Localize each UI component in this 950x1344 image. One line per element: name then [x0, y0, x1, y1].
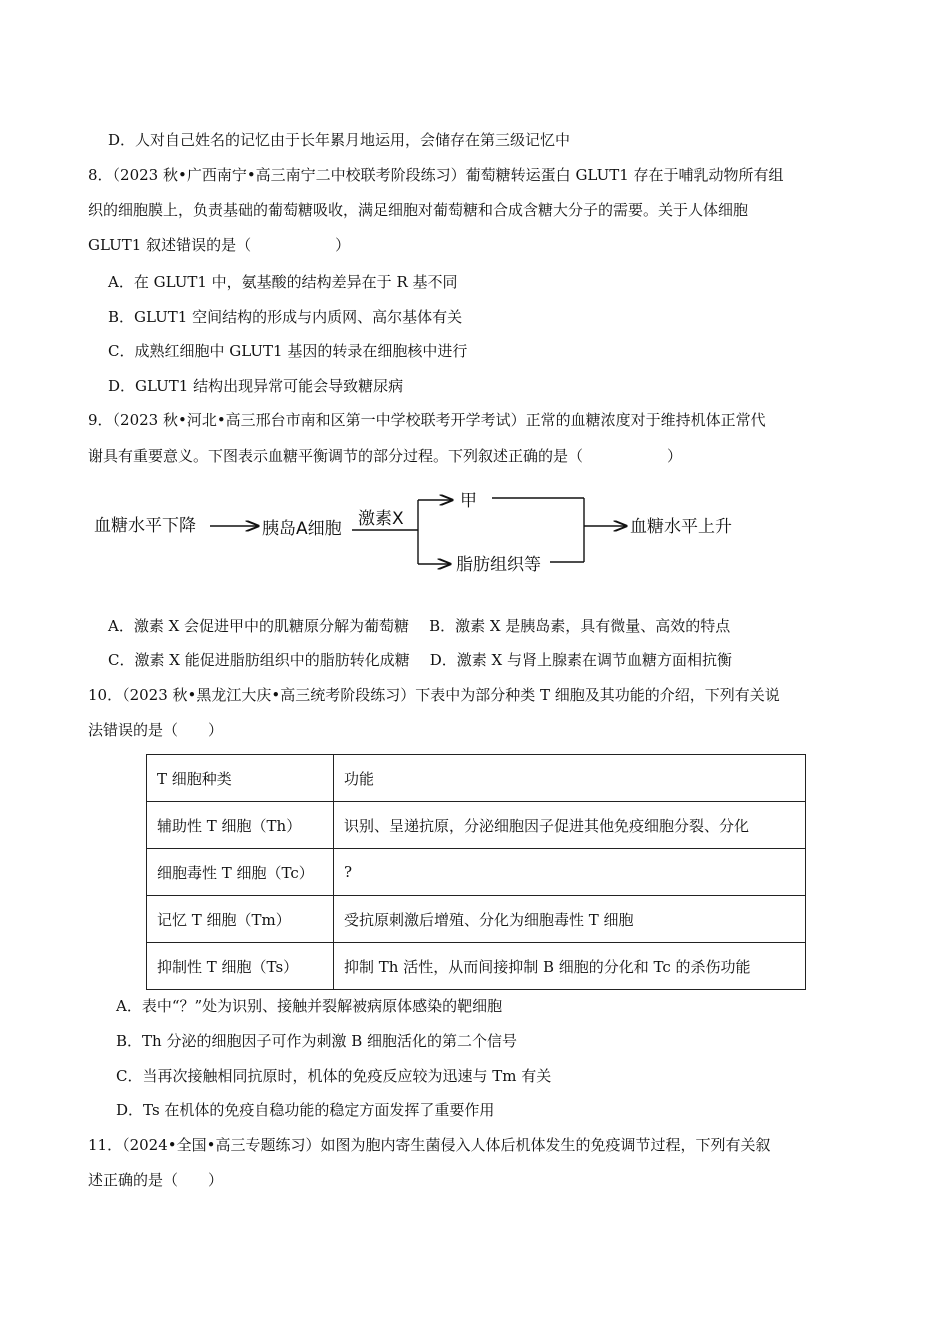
table-header-function: 功能	[334, 755, 806, 802]
q11-stem-line2: 述正确的是（ ）	[88, 1171, 224, 1189]
q9-option-d: D．激素 X 与肾上腺素在调节血糖方面相抗衡	[429, 651, 732, 669]
q8-option-d: D．GLUT1 结构出现异常可能会导致糖尿病	[108, 377, 404, 395]
q8-stem-line3	[88, 235, 350, 255]
q8-stem-line1: 8．（2023 秋•广西南宁•高三南宁二中校联考阶段练习）葡萄糖转运蛋白 GLUT1 存在于哺乳动物所有组	[88, 166, 784, 184]
q9-options-row2	[108, 650, 732, 670]
q9-option-a: A．激素 X 会促进甲中的肌糖原分解为葡萄糖	[108, 617, 410, 635]
node-glucose-decrease: 血糖水平下降	[94, 516, 196, 536]
target-jia: 甲	[460, 491, 477, 511]
table-cell-type: 记忆 T 细胞（Tm）	[147, 896, 334, 943]
q8-option-b: B．GLUT1 空间结构的形成与内质网、高尔基体有关	[108, 308, 463, 326]
node-glucose-increase: 血糖水平上升	[630, 517, 732, 537]
q10-option-a: A．表中“？”处为识别、接触并裂解被病原体感染的靶细胞	[116, 997, 503, 1015]
q9-stem-text: 谢具有重要意义。下图表示血糖平衡调节的部分过程。下列叙述正确的是（	[88, 447, 584, 465]
table-header-type: T 细胞种类	[147, 755, 334, 802]
q10-stem-line1: 10．（2023 秋•黑龙江大庆•高三统考阶段练习）下表中为部分种类 T 细胞及其功能的介绍，下列有关说	[88, 686, 780, 704]
target-adipose: 脂肪组织等	[456, 555, 541, 575]
table-header-row	[147, 755, 806, 802]
q10-option-b: B．Th 分泌的细胞因子可作为刺激 B 细胞活化的第二个信号	[116, 1032, 518, 1050]
table-cell-function: 受抗原刺激后增殖、分化为细胞毒性 T 细胞	[334, 896, 806, 943]
q10-stem-line2: 法错误的是（ ）	[88, 721, 224, 739]
q9-option-b: B．激素 X 是胰岛素，具有微量、高效的特点	[429, 617, 731, 635]
t-cell-table	[146, 754, 806, 990]
table-cell-type: 辅助性 T 细胞（Th）	[147, 802, 334, 849]
table-cell-type: 细胞毒性 T 细胞（Tc）	[147, 849, 334, 896]
table-row	[147, 849, 806, 896]
table-row	[147, 896, 806, 943]
q10-option-d: D．Ts 在机体的免疫自稳功能的稳定方面发挥了重要作用	[116, 1101, 495, 1119]
q8-answer-paren: ）	[335, 236, 351, 254]
q11-stem-line1: 11．（2024•全国•高三专题练习）如图为胞内寄生菌侵入人体后机体发生的免疫调节过程，下列有关叙	[88, 1136, 771, 1154]
q9-answer-paren: ）	[667, 447, 683, 465]
q8-option-c: C．成熟红细胞中 GLUT1 基因的转录在细胞核中进行	[108, 342, 468, 360]
q8-option-a: A．在 GLUT1 中，氨基酸的结构差异在于 R 基不同	[108, 273, 458, 291]
node-islet-a-cell: 胰岛A细胞	[262, 519, 342, 539]
blood-glucose-diagram	[88, 478, 768, 578]
q9-options-row1	[108, 616, 730, 636]
q9-stem-line2	[88, 446, 682, 466]
q7-option-d: D．人对自己姓名的记忆由于长年累月地运用，会储存在第三级记忆中	[108, 131, 571, 149]
hormone-x-label: 激素X	[358, 509, 404, 529]
table-row	[147, 943, 806, 990]
q9-stem-line1: 9．（2023 秋•河北•高三邢台市南和区第一中学校联考开学考试）正常的血糖浓度对于维持机体正常代	[88, 411, 766, 429]
table-cell-function: 抑制 Th 活性，从而间接抑制 B 细胞的分化和 Tc 的杀伤功能	[334, 943, 806, 990]
table-cell-function: ?	[334, 849, 806, 896]
q9-option-c: C．激素 X 能促进脂肪组织中的脂肪转化成糖	[108, 651, 410, 669]
table-row	[147, 802, 806, 849]
q8-stem-text: GLUT1 叙述错误的是（	[88, 236, 252, 254]
table-cell-type: 抑制性 T 细胞（Ts）	[147, 943, 334, 990]
table-cell-function: 识别、呈递抗原，分泌细胞因子促进其他免疫细胞分裂、分化	[334, 802, 806, 849]
q10-option-c: C．当再次接触相同抗原时，机体的免疫反应较为迅速与 Tm 有关	[116, 1067, 552, 1085]
q8-stem-line2: 织的细胞膜上，负责基础的葡萄糖吸收，满足细胞对葡萄糖和合成含糖大分子的需要。关于人体细胞	[88, 201, 749, 219]
